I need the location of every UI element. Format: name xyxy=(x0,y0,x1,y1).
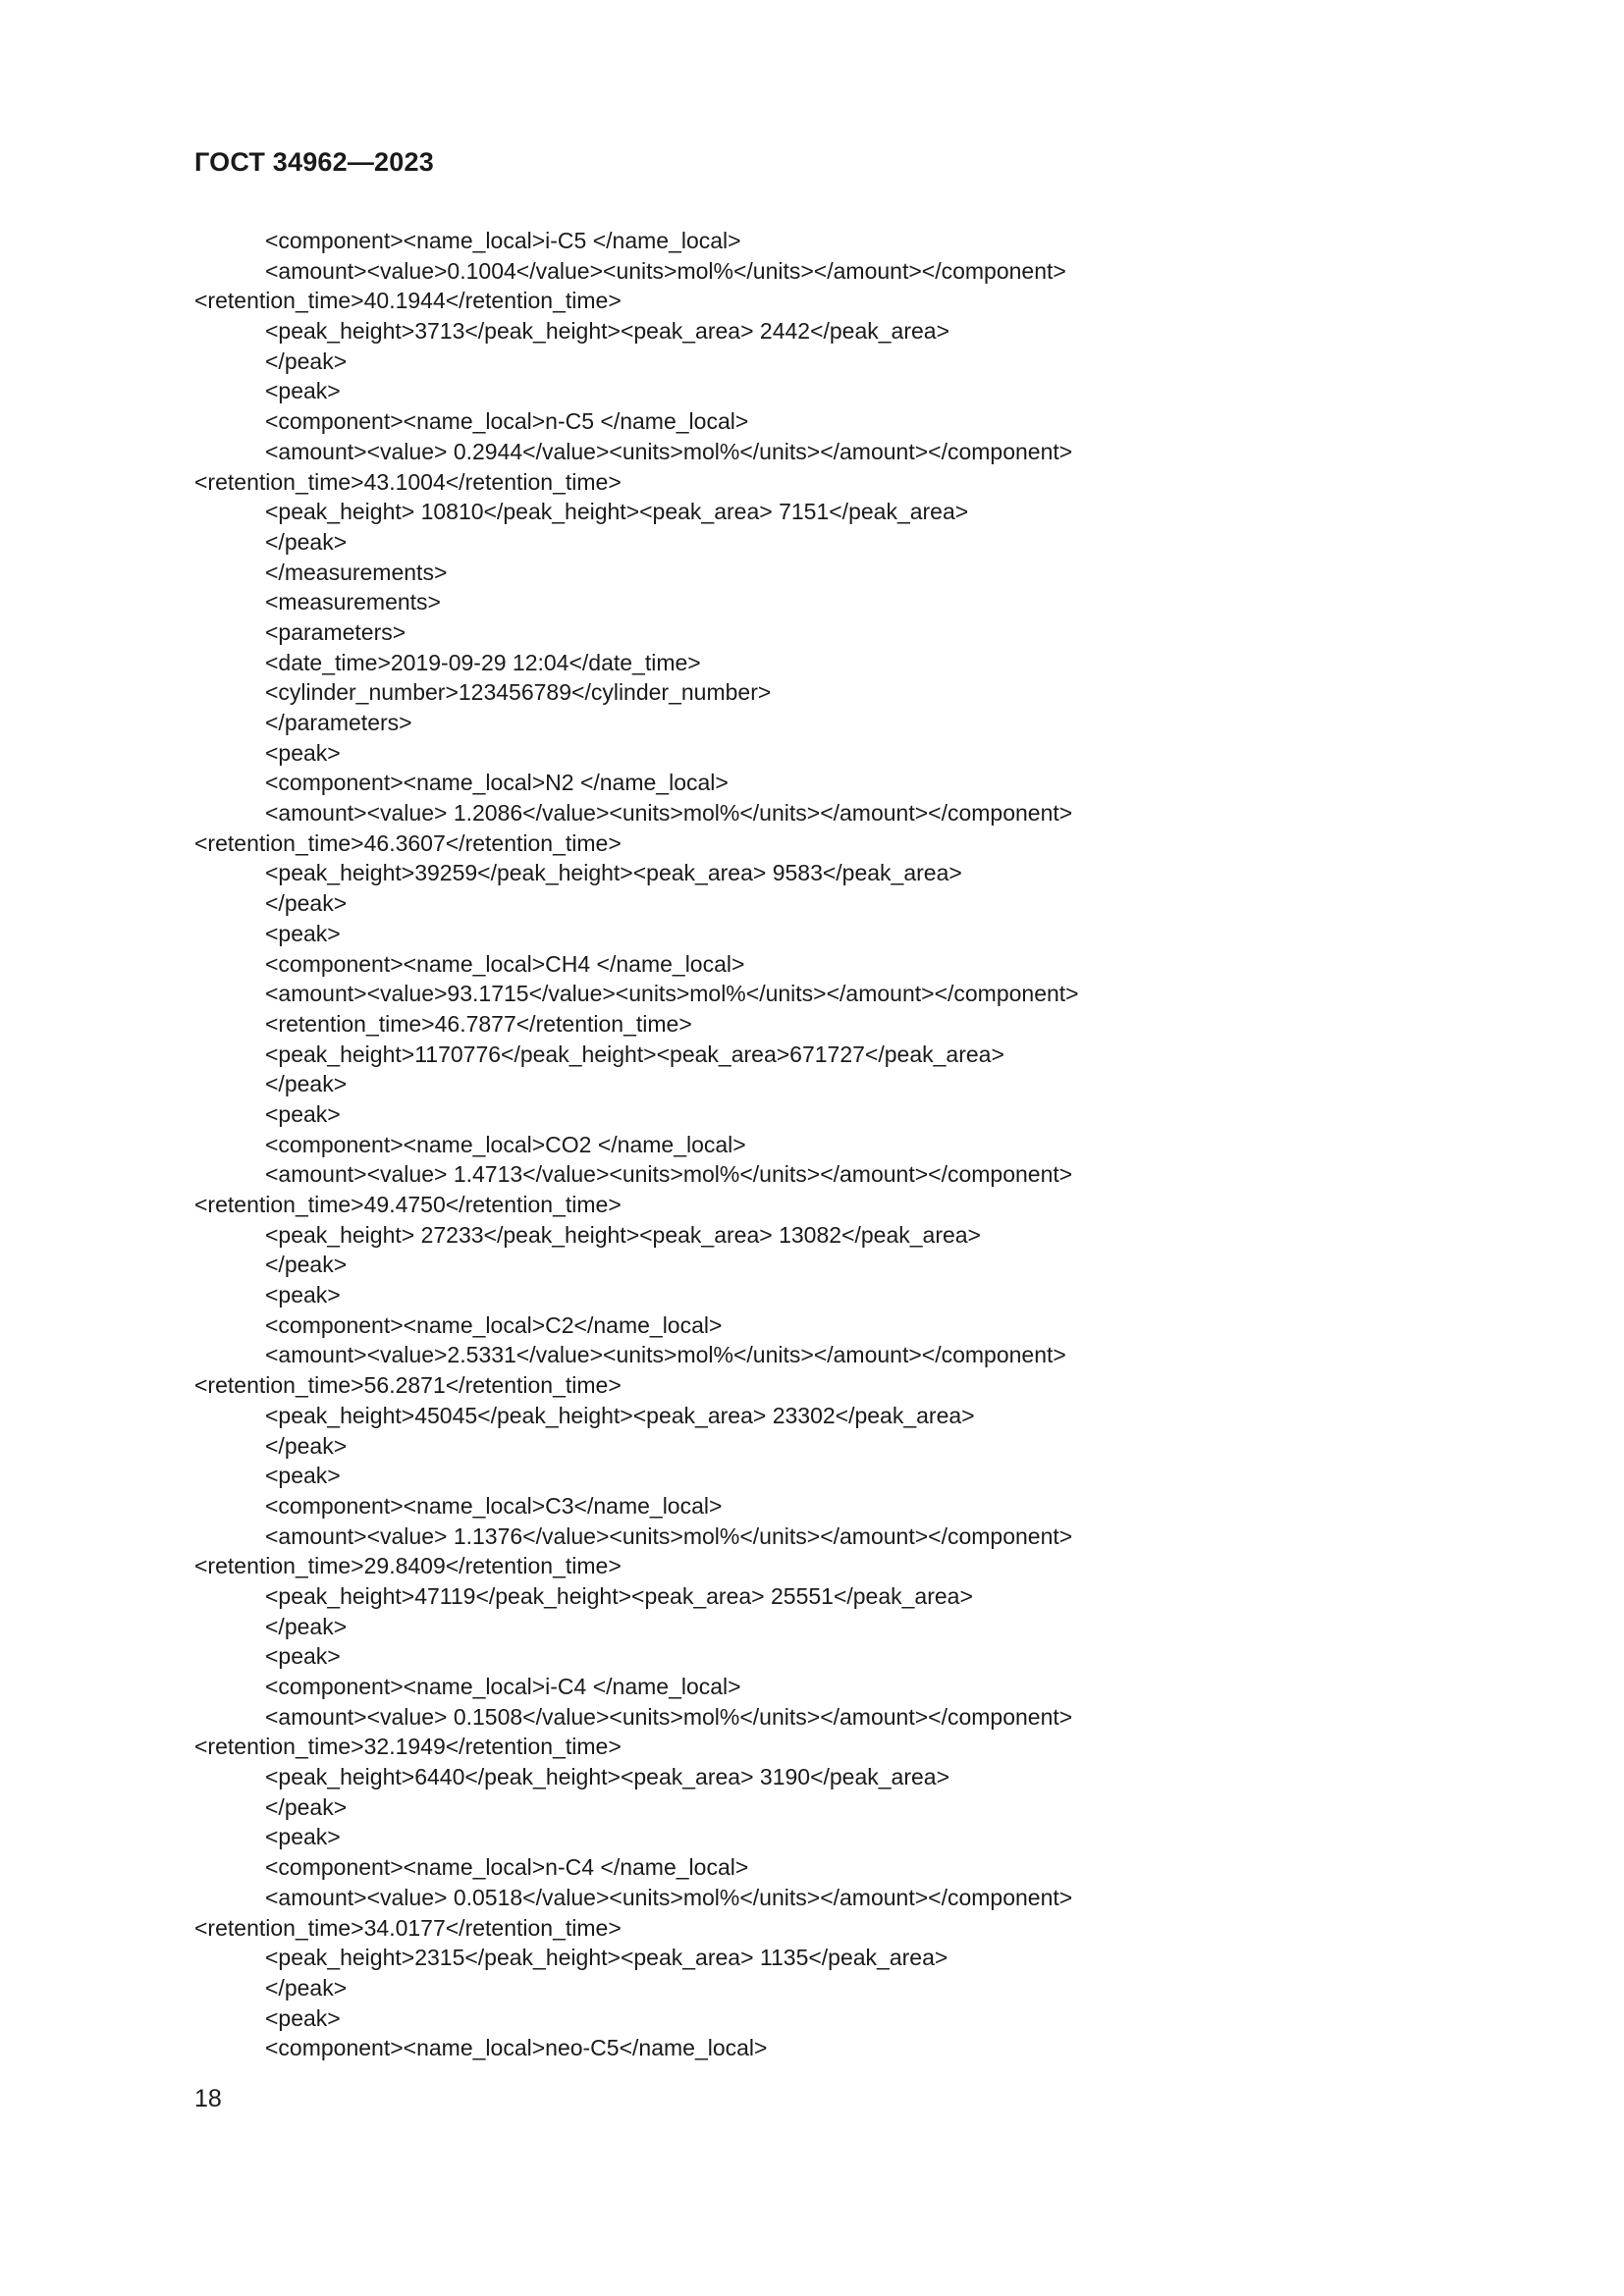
code-line: <amount><value> 1.2086</value><units>mol%</units></amount></component> xyxy=(265,800,1073,827)
code-line: </peak> xyxy=(265,347,348,374)
code-line: <peak> xyxy=(265,920,341,946)
code-line: </peak> xyxy=(265,1432,348,1459)
code-line: </peak> xyxy=(265,1613,348,1639)
code-line: <peak> xyxy=(265,739,341,766)
code-line: <component><name_local>i-C4 </name_local> xyxy=(265,1674,741,1699)
code-line: <peak_height>3713</peak_height><peak_area> 2442</peak_area> xyxy=(265,318,950,345)
code-line: <retention_time>46.3607</retention_time> xyxy=(194,829,622,856)
code-line: <retention_time>43.1004</retention_time> xyxy=(194,468,622,495)
code-line: <peak_height>6440</peak_height><peak_area> 3190</peak_area> xyxy=(265,1764,950,1790)
code-line: <peak_height>47119</peak_height><peak_area> 25551</peak_area> xyxy=(265,1582,973,1609)
code-line: <amount><value> 0.2944</value><units>mol%</units></amount></component> xyxy=(265,438,1073,464)
code-line: </peak> xyxy=(265,1974,348,2001)
code-line: <retention_time>32.1949</retention_time> xyxy=(194,1734,622,1760)
page-header-title: ГОСТ 34962—2023 xyxy=(194,147,434,177)
code-line: <retention_time>34.0177</retention_time> xyxy=(194,1914,622,1941)
code-line: </measurements> xyxy=(265,559,448,585)
code-line: <peak> xyxy=(265,2004,341,2031)
code-line: <component><name_local>n-C5 </name_local> xyxy=(265,408,749,435)
code-line: </peak> xyxy=(265,1793,348,1820)
code-line: </peak> xyxy=(265,1252,348,1278)
code-line: <peak_height> 10810</peak_height><peak_area> 7151</peak_area> xyxy=(265,499,969,525)
code-line: <peak_height> 27233</peak_height><peak_area> 13082</peak_area> xyxy=(265,1221,981,1248)
code-line: <component><name_local>n-C4 </name_local> xyxy=(265,1854,749,1881)
code-line: <component><name_local>CH4 </name_local> xyxy=(265,950,745,977)
code-line: <peak> xyxy=(265,1282,341,1308)
code-line: <peak_height>1170776</peak_height><peak_area>671727</peak_area> xyxy=(265,1041,1004,1067)
code-line: <peak_height>45045</peak_height><peak_area> 23302</peak_area> xyxy=(265,1402,975,1428)
code-line: <amount><value>0.1004</value><units>mol%</units></amount></component> xyxy=(265,257,1066,284)
code-line: <peak> xyxy=(265,1100,341,1127)
code-line: <peak_height>2315</peak_height><peak_area> 1135</peak_area> xyxy=(265,1945,948,1971)
code-line: <retention_time>49.4750</retention_time> xyxy=(194,1192,622,1217)
code-line: <amount><value> 1.1376</value><units>mol%</units></amount></component> xyxy=(265,1522,1073,1549)
code-line: <retention_time>40.1944</retention_time> xyxy=(194,288,622,314)
code-line: <component><name_local>C2</name_local> xyxy=(265,1311,723,1338)
code-line: </peak> xyxy=(265,1071,348,1097)
code-line: <measurements> xyxy=(265,589,441,615)
code-line: <component><name_local>neo-C5</name_local> xyxy=(265,2035,768,2061)
code-line: <peak> xyxy=(265,1463,341,1489)
code-line: <amount><value> 1.4713</value><units>mol%</units></amount></component> xyxy=(265,1161,1073,1188)
code-line: <amount><value>2.5331</value><units>mol%</units></amount></component> xyxy=(265,1342,1066,1368)
code-line: <peak> xyxy=(265,1824,341,1850)
code-line: <retention_time>46.7877</retention_time> xyxy=(265,1010,692,1037)
code-line: <date_time>2019-09-29 12:04</date_time> xyxy=(265,649,701,675)
code-line: <peak> xyxy=(265,1643,341,1670)
code-line: <retention_time>29.8409</retention_time> xyxy=(194,1553,622,1579)
code-line: <amount><value>93.1715</value><units>mol%</units></amount></component> xyxy=(265,981,1079,1007)
code-line: <peak_height>39259</peak_height><peak_area> 9583</peak_area> xyxy=(265,860,962,886)
code-line: <component><name_local>C3</name_local> xyxy=(265,1492,723,1519)
code-line: </parameters> xyxy=(265,710,412,735)
code-line: </peak> xyxy=(265,528,348,555)
code-line: <amount><value> 0.0518</value><units>mol%</units></amount></component> xyxy=(265,1884,1073,1910)
code-line: </peak> xyxy=(265,890,348,917)
code-line: <component><name_local>i-C5 </name_local> xyxy=(265,228,741,253)
code-line: <component><name_local>N2 </name_local> xyxy=(265,770,729,796)
code-line: <amount><value> 0.1508</value><units>mol%</units></amount></component> xyxy=(265,1703,1073,1730)
page-number: 18 xyxy=(194,2085,222,2112)
code-line: <cylinder_number>123456789</cylinder_number> xyxy=(265,679,772,706)
code-line: <component><name_local>CO2 </name_local> xyxy=(265,1131,746,1157)
code-line: <retention_time>56.2871</retention_time> xyxy=(194,1372,622,1399)
xml-code-listing xyxy=(194,226,1432,2063)
code-line: <parameters> xyxy=(265,618,406,645)
code-line: <peak> xyxy=(265,378,341,404)
